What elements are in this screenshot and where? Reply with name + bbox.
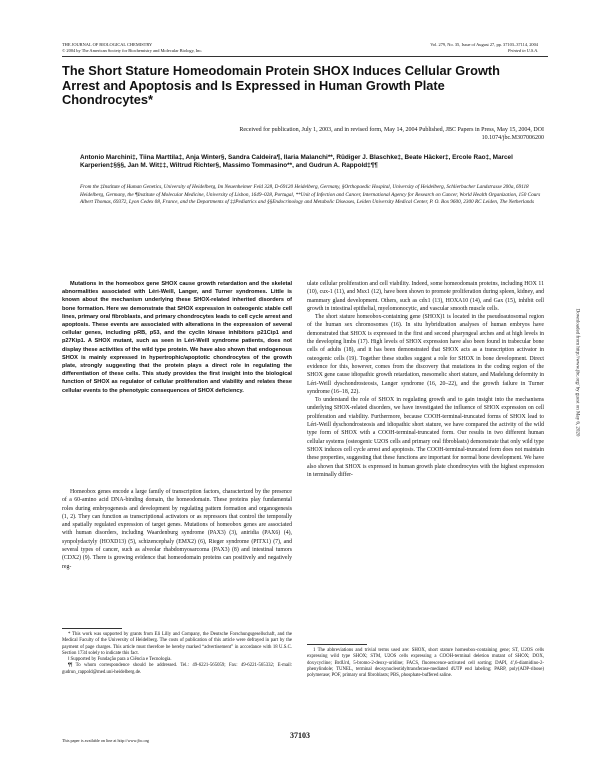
download-side-note: Downloaded from http://www.jbc.org/ by guest on May 6, 2020 xyxy=(574,308,580,437)
body-paragraph-3: To understand the role of SHOX in regulating growth and to gain insight into the mechanisms underlying SHOX-related disorders, we have investigated the influence of SHOX expression on cell proliferation and viability. Furthermore, because COOH-terminal-truncated forms of SHOX lead to Léri-Weill dyschondrosteosis and idiopathic short stature, we have compared the activity of the wild type form of SHOX with a COOH-terminal-truncated form. Our results in two different human cellular systems (osteogenic U2OS cells and primary oral fibroblasts) demonstrate that only wild type SHOX induces cell cycle arrest and apoptosis. The COOH-terminal-truncated form does not maintain these properties, suggesting that these functions are important for normal bone development. We have also shown that SHOX is expressed in human growth plate chondrocytes with the highest expression in terminally differ- xyxy=(307,397,544,478)
correspondence-footnote: ¶¶ To whom correspondence should be addressed. Tel.: 49-6221-565059; Fax: 49-6221-565332; E-mail: gudrun_rappold@med.uni-heidelberg.de. xyxy=(62,663,292,675)
journal-name: THE JOURNAL OF BIOLOGICAL CHEMISTRY xyxy=(62,42,153,47)
body-paragraph-2: The short stature homeobox-containing gene (SHOX)1 is located in the pseudoautosomal region of the human sex chromosomes (16). In situ hybridization analyses of human embryos have demonstrated that SHOX is expressed in the first and second pharyngeal arches and at high levels in the developing limbs (17). High levels of SHOX expression have also been found in trabecular bone cells of adults (18), and it has been demonstrated that SHOX acts as a transcription activator in osteogenic cells (19). Together these studies suggest a role for SHOX in bone development. Direct evidence for this, however, comes from the discovery that mutations in the coding region of the SHOX gene cause idiopathic growth retardation, mesomelic short stature, and Madelung deformity in Léri-Weill dyschondrosteosis, Langer syndrome (16, 20–22), and the growth failure in Turner syndrome (16–18, 22). xyxy=(307,314,544,395)
intro-paragraph-1: Homeobox genes encode a large family of transcription factors, characterized by the presence of a 60-amino acid DNA-binding domain, the homeodomain. These proteins play fundamental roles during embryogenesis and development by regulating pattern formation and organogenesis (1, 2). They can function as transcriptional activators or as repressors that control the temporally and spatially regulated expression of target genes. Mutations of homeobox genes are associated with human disorders, including Waardenburg syndrome (PAX3) (3), aniridia (PAX6) (4), synpolydactyly (HOXD13) (5), schizencephaly (EMX2) (6), Rieger syndrome (PITX1) (7), and several types of cancer, such as alveolar rhabdomyosarcoma (PAX3) (8) and intestinal tumors (CDX2) (9). There is growing evidence that homeodomain proteins can positively and negatively reg- xyxy=(62,489,292,570)
printed-line: Printed in U.S.A. xyxy=(507,48,538,53)
footnotes-right xyxy=(307,648,544,679)
availability-line: This paper is available on line at http://www.jbc.org xyxy=(62,738,149,743)
right-body-column xyxy=(307,280,544,479)
page-number: 37103 xyxy=(290,731,310,740)
footnote-rule-left xyxy=(62,628,122,629)
footnote-rule-right xyxy=(307,644,367,645)
left-body-column xyxy=(62,488,292,571)
volume-line: Vol. 279, No. 35, Issue of August 27, pp. 37103–37114, 2004 xyxy=(430,42,538,47)
abbreviations-footnote: 1 The abbreviations and trivial terms used are: SHOX, short stature homeobox-containing gene; ST, U2OS cells expressing wild type SHOX; STM, U2OS cells expressing a COOH-terminal deletion mutant of SHOX; DOX, doxycycline; BrdUrd, 5-bromo-2-deoxy-uridine; FACS, fluorescence-activated cell sorting; DAPI, 4′,6-diamidino-2-phenylindole; TUNEL, terminal deoxynucleotidyltransferase-mediated dUTP end labeling; PARP, poly(ADP-ribose) polymerase; POF, primary oral fibroblasts; PBS, phosphate-buffered saline. xyxy=(307,648,544,679)
copyright-line: © 2004 by The American Society for Biochemistry and Molecular Biology, Inc. xyxy=(62,48,203,53)
footnotes-left xyxy=(62,632,292,676)
received-dates: Received for publication, July 1, 2003, and in revised form, May 14, 2004 Published, JBC Papers in Press, May 15, 2004, DOI 10.1074/jbc.M307006200 xyxy=(239,127,544,141)
journal-header-left xyxy=(62,42,202,54)
header-rule xyxy=(62,56,548,57)
author-list: Antonio Marchini‡, Tiina Marttila‡, Anja Winter§, Sandra Caldeira¶, Ilaria Malanchi**, Rüdiger J. Blaschke‡, Beate Häcker‡, Ercole Rao‡, Marcel Karperien‡§§§, Jan M. Wit‡‡, Wiltrud Richter§, Massimo Tommasino**, and Gudrun A. Rappold‡¶¶ xyxy=(80,154,513,170)
journal-header-right xyxy=(430,42,538,54)
article-title: The Short Stature Homeodomain Protein SHOX Induces Cellular Growth Arrest and Apoptosis and Is Expressed in Human Growth Plate Chondrocytes* xyxy=(62,63,500,108)
support-footnote: ‖ Supported by Fundação para a Ciência e Tecnologia. xyxy=(68,657,172,663)
body-paragraph-1: ulate cellular proliferation and cell viability. Indeed, some homeodomain proteins, including HOX 11 (10), cux-1 (11), and Msx1 (12), have been shown to promote proliferation during spleen, kidney, and mammary gland development. Others, such as cdx1 (13), HOXA10 (14), and Gax (15), inhibit cell growth in intestinal epithelial, myelomonocytic, and vascular smooth muscle cells. xyxy=(307,281,544,312)
funding-footnote: * This work was supported by grants from Eli Lilly and Company, the Deutsche Forschungsgesellschaft, and the Medical Faculty of the University of Heidelberg. The costs of publication of this article were defrayed in part by the payment of page charges. This article must therefore be hereby marked “advertisement” in accordance with 18 U.S.C. Section 1734 solely to indicate this fact. xyxy=(62,632,292,656)
abstract: Mutations in the homeobox gene SHOX cause growth retardation and the skeletal abnormalities associated with Léri-Weill, Langer, and Turner syndromes. Little is known about the mechanism underlying these SHOX-related inherited disorders of bone formation. Here we demonstrate that SHOX expression in osteogenic stable cell lines, primary oral fibroblasts, and primary chondrocytes leads to cell cycle arrest and apoptosis. These events are associated with alterations in the expression of several cellular genes, including pRB, p53, and the cyclin kinase inhibitors p21Cip1 and p27Kip1. A SHOX mutant, such as seen in Léri-Weill syndrome patients, does not display these activities of the wild type protein. We have also shown that endogenous SHOX is mainly expressed in hypertrophic/apoptotic chondrocytes of the growth plate, strongly suggesting that the protein plays a direct role in regulating the differentiation of these cells. This study provides the first insight into the biological function of SHOX as regulator of cellular proliferation and viability and relates these cellular events to the phenotypic consequences of SHOX deficiency. xyxy=(62,281,292,394)
affiliations: From the ‡Institute of Human Genetics, University of Heidelberg, Im Neuenheimer Feld 328, D-69120 Heidelberg, Germany, §Orthopaedic Hospital, University of Heidelberg, Schlierbacher Landstrasse 200a, 69118 Heidelberg, Germany, the ¶Institute of Molecular Medicine, University of Lisbon, 1649–028, Portugal, **Unit of Infection and Cancer, International Agency for Research on Cancer, World Health Organization, 150 Cours Albert Thomas, 69372, Lyon Cedex 08, France, and the Departments of ‡‡Pediatrics and §§Endocrinology and Metabolic Diseases, Leiden University Medical Center, P. O. Box 9600, 2300 RC Leiden, The Netherlands xyxy=(80,184,541,206)
